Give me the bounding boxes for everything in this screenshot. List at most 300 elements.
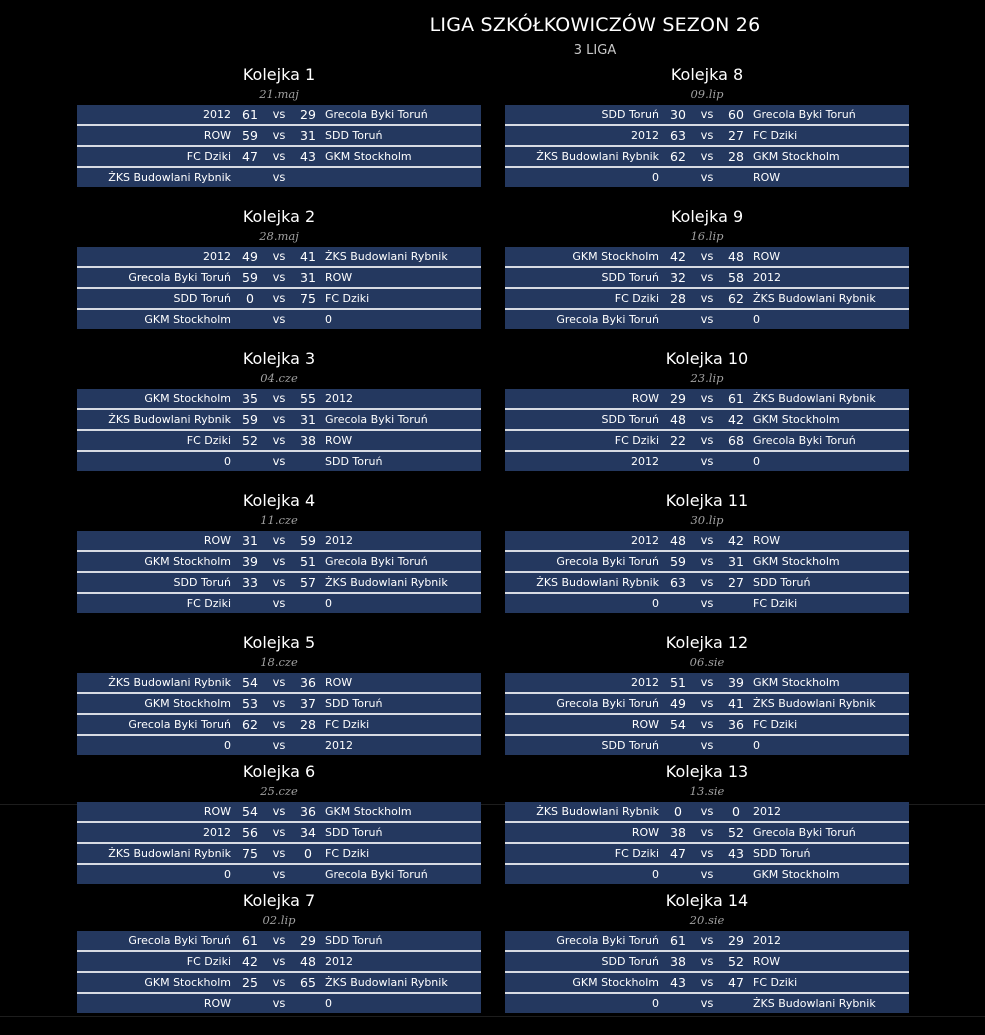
home-team: FC Dziki — [186, 955, 231, 968]
home-team: ŻKS Budowlani Rybnik — [108, 171, 231, 184]
home-team: Grecola Byki Toruń — [556, 934, 659, 947]
home-team: GKM Stockholm — [144, 555, 231, 568]
round-date: 25.cze — [260, 784, 298, 798]
home-team: SDD Toruń — [601, 955, 659, 968]
match-row — [77, 531, 481, 550]
home-score: 30 — [670, 107, 686, 122]
vs-label: vs — [272, 391, 286, 405]
away-team: 2012 — [753, 271, 781, 284]
match-list — [77, 105, 481, 187]
home-team: FC Dziki — [186, 434, 231, 447]
round-title: Kolejka 7 — [242, 891, 316, 910]
home-score: 42 — [242, 954, 258, 969]
away-score: 27 — [728, 575, 744, 590]
round-date: 21.maj — [259, 87, 299, 101]
match-row — [77, 126, 481, 145]
home-score: 56 — [242, 825, 258, 840]
vs-label: vs — [272, 996, 286, 1010]
match-row — [77, 289, 481, 308]
match-row — [77, 865, 481, 884]
away-team: ROW — [325, 434, 353, 447]
away-team: Grecola Byki Toruń — [325, 868, 428, 881]
vs-label: vs — [700, 596, 714, 610]
home-team: SDD Toruń — [601, 739, 659, 752]
home-team: FC Dziki — [614, 434, 659, 447]
round-block — [77, 631, 481, 757]
match-row — [505, 994, 909, 1013]
home-score: 48 — [670, 533, 686, 548]
away-score: 39 — [728, 675, 744, 690]
home-score: 29 — [670, 391, 686, 406]
away-team: SDD Toruń — [325, 455, 383, 468]
away-score: 41 — [728, 696, 744, 711]
away-team: FC Dziki — [325, 718, 370, 731]
section-divider — [0, 1016, 985, 1017]
away-score: 31 — [300, 270, 316, 285]
vs-label: vs — [700, 933, 714, 947]
away-score: 52 — [728, 954, 744, 969]
away-score: 36 — [728, 717, 744, 732]
away-team: FC Dziki — [753, 718, 798, 731]
home-score: 43 — [670, 975, 686, 990]
round-block — [77, 63, 481, 189]
vs-label: vs — [700, 975, 714, 989]
match-list — [505, 931, 909, 1013]
home-team: 0 — [652, 597, 659, 610]
away-team: Grecola Byki Toruń — [753, 434, 856, 447]
vs-label: vs — [700, 717, 714, 731]
home-team: GKM Stockholm — [144, 392, 231, 405]
home-team: FC Dziki — [186, 150, 231, 163]
home-team: FC Dziki — [614, 292, 659, 305]
away-team: 2012 — [325, 534, 353, 547]
round-block — [77, 489, 481, 615]
round-date: 18.cze — [260, 655, 298, 669]
vs-label: vs — [272, 975, 286, 989]
away-score: 48 — [728, 249, 744, 264]
away-team: GKM Stockholm — [325, 805, 412, 818]
away-score: 51 — [300, 554, 316, 569]
match-row — [505, 865, 909, 884]
round-block — [505, 889, 909, 1015]
away-team: 2012 — [325, 392, 353, 405]
away-team: ROW — [753, 171, 781, 184]
vs-label: vs — [700, 996, 714, 1010]
match-row — [77, 736, 481, 755]
match-row — [505, 389, 909, 408]
home-team: ŻKS Budowlani Rybnik — [108, 847, 231, 860]
away-score: 36 — [300, 675, 316, 690]
round-title: Kolejka 9 — [670, 207, 744, 226]
away-team: ŻKS Budowlani Rybnik — [753, 292, 876, 305]
match-list — [505, 673, 909, 755]
vs-label: vs — [700, 804, 714, 818]
match-row — [505, 126, 909, 145]
vs-label: vs — [272, 575, 286, 589]
vs-label: vs — [272, 128, 286, 142]
away-team: ŻKS Budowlani Rybnik — [753, 392, 876, 405]
vs-label: vs — [272, 533, 286, 547]
away-team: GKM Stockholm — [753, 413, 840, 426]
home-score: 48 — [670, 412, 686, 427]
home-team: SDD Toruń — [601, 108, 659, 121]
vs-label: vs — [272, 696, 286, 710]
home-team: 2012 — [631, 455, 659, 468]
match-row — [77, 247, 481, 266]
away-team: ROW — [753, 534, 781, 547]
home-score: 38 — [670, 954, 686, 969]
home-team: 2012 — [203, 826, 231, 839]
match-list — [77, 389, 481, 471]
vs-label: vs — [272, 675, 286, 689]
match-row — [505, 802, 909, 821]
home-team: SDD Toruń — [601, 413, 659, 426]
home-team: FC Dziki — [614, 847, 659, 860]
home-team: 0 — [652, 997, 659, 1010]
round-block — [77, 889, 481, 1015]
round-date: 30.lip — [690, 513, 724, 527]
home-score: 49 — [670, 696, 686, 711]
match-row — [77, 452, 481, 471]
match-row — [77, 573, 481, 592]
vs-label: vs — [272, 738, 286, 752]
home-team: 2012 — [631, 129, 659, 142]
home-score: 75 — [242, 846, 258, 861]
home-score: 61 — [670, 933, 686, 948]
home-score: 61 — [242, 107, 258, 122]
match-row — [77, 268, 481, 287]
match-row — [77, 823, 481, 842]
home-team: GKM Stockholm — [144, 976, 231, 989]
home-score: 51 — [670, 675, 686, 690]
league-subtitle: 3 LIGA — [573, 43, 617, 58]
home-score: 52 — [242, 433, 258, 448]
match-row — [505, 247, 909, 266]
match-row — [77, 715, 481, 734]
round-block — [77, 760, 481, 886]
match-row — [505, 952, 909, 971]
match-row — [505, 673, 909, 692]
away-score: 75 — [300, 291, 316, 306]
away-team: GKM Stockholm — [753, 555, 840, 568]
home-score: 32 — [670, 270, 686, 285]
away-score: 58 — [728, 270, 744, 285]
round-title: Kolejka 5 — [242, 633, 316, 652]
match-row — [505, 694, 909, 713]
home-team: ŻKS Budowlani Rybnik — [108, 413, 231, 426]
vs-label: vs — [700, 433, 714, 447]
home-score: 42 — [670, 249, 686, 264]
match-row — [505, 147, 909, 166]
match-row — [505, 736, 909, 755]
away-score: 52 — [728, 825, 744, 840]
home-score: 35 — [242, 391, 258, 406]
away-score: 55 — [300, 391, 316, 406]
home-team: 2012 — [203, 108, 231, 121]
round-date: 02.lip — [262, 913, 296, 927]
home-score: 61 — [242, 933, 258, 948]
home-team: Grecola Byki Toruń — [556, 697, 659, 710]
match-row — [505, 552, 909, 571]
home-team: SDD Toruń — [173, 292, 231, 305]
vs-label: vs — [700, 575, 714, 589]
home-team: 2012 — [631, 534, 659, 547]
away-team: Grecola Byki Toruń — [325, 413, 428, 426]
home-score: 59 — [242, 270, 258, 285]
home-team: 0 — [224, 739, 231, 752]
home-team: ROW — [631, 718, 659, 731]
home-team: ROW — [631, 826, 659, 839]
home-team: GKM Stockholm — [144, 697, 231, 710]
away-team: 2012 — [753, 805, 781, 818]
away-team: 2012 — [325, 739, 353, 752]
home-team: 0 — [652, 171, 659, 184]
match-row — [77, 552, 481, 571]
vs-label: vs — [272, 312, 286, 326]
match-list — [77, 802, 481, 884]
match-list — [505, 802, 909, 884]
away-score: 29 — [300, 933, 316, 948]
match-list — [505, 389, 909, 471]
vs-label: vs — [272, 596, 286, 610]
away-score: 0 — [732, 804, 740, 819]
home-team: Grecola Byki Toruń — [128, 271, 231, 284]
home-score: 53 — [242, 696, 258, 711]
match-list — [505, 247, 909, 329]
home-score: 59 — [242, 128, 258, 143]
home-score: 49 — [242, 249, 258, 264]
match-list — [77, 673, 481, 755]
away-score: 31 — [728, 554, 744, 569]
home-score: 63 — [670, 128, 686, 143]
home-score: 63 — [670, 575, 686, 590]
home-score: 54 — [242, 804, 258, 819]
away-team: ROW — [325, 271, 353, 284]
round-date: 16.lip — [690, 229, 724, 243]
away-score: 28 — [300, 717, 316, 732]
vs-label: vs — [700, 412, 714, 426]
round-block — [77, 205, 481, 331]
away-team: ROW — [325, 676, 353, 689]
match-row — [77, 844, 481, 863]
home-team: 0 — [652, 868, 659, 881]
match-row — [505, 410, 909, 429]
away-score: 36 — [300, 804, 316, 819]
home-score: 22 — [670, 433, 686, 448]
match-row — [505, 105, 909, 124]
away-team: 0 — [325, 597, 332, 610]
home-score: 47 — [242, 149, 258, 164]
away-score: 29 — [300, 107, 316, 122]
away-score: 42 — [728, 533, 744, 548]
match-row — [505, 168, 909, 187]
away-score: 38 — [300, 433, 316, 448]
away-score: 61 — [728, 391, 744, 406]
vs-label: vs — [700, 454, 714, 468]
away-team: ŻKS Budowlani Rybnik — [325, 250, 448, 263]
round-date: 20.sie — [689, 913, 725, 927]
vs-label: vs — [700, 825, 714, 839]
away-score: 43 — [300, 149, 316, 164]
round-title: Kolejka 4 — [242, 491, 316, 510]
match-row — [77, 594, 481, 613]
away-team: 0 — [753, 455, 760, 468]
match-row — [77, 994, 481, 1013]
home-team: 0 — [224, 455, 231, 468]
away-team: 0 — [325, 997, 332, 1010]
match-row — [77, 802, 481, 821]
round-title: Kolejka 2 — [242, 207, 316, 226]
away-score: 41 — [300, 249, 316, 264]
vs-label: vs — [700, 954, 714, 968]
home-team: ŻKS Budowlani Rybnik — [536, 150, 659, 163]
home-score: 39 — [242, 554, 258, 569]
away-team: ŻKS Budowlani Rybnik — [325, 576, 448, 589]
vs-label: vs — [272, 454, 286, 468]
match-row — [505, 931, 909, 950]
home-team: GKM Stockholm — [572, 250, 659, 263]
away-score: 65 — [300, 975, 316, 990]
away-score: 59 — [300, 533, 316, 548]
home-score: 33 — [242, 575, 258, 590]
away-team: 0 — [325, 313, 332, 326]
home-score: 0 — [246, 291, 254, 306]
page-title: LIGA SZKÓŁKOWICZÓW SEZON 26 — [429, 14, 761, 36]
match-row — [505, 268, 909, 287]
vs-label: vs — [272, 554, 286, 568]
away-team: Grecola Byki Toruń — [753, 826, 856, 839]
away-team: Grecola Byki Toruń — [753, 108, 856, 121]
home-team: ROW — [203, 805, 231, 818]
away-score: 31 — [300, 128, 316, 143]
away-team: Grecola Byki Toruń — [325, 108, 428, 121]
away-score: 37 — [300, 696, 316, 711]
match-row — [505, 452, 909, 471]
away-team: FC Dziki — [753, 129, 798, 142]
round-title: Kolejka 11 — [665, 491, 749, 510]
vs-label: vs — [272, 954, 286, 968]
home-score: 62 — [242, 717, 258, 732]
match-row — [505, 973, 909, 992]
vs-label: vs — [700, 846, 714, 860]
match-row — [505, 823, 909, 842]
home-team: ROW — [203, 534, 231, 547]
vs-label: vs — [272, 804, 286, 818]
home-team: ROW — [203, 129, 231, 142]
vs-label: vs — [700, 107, 714, 121]
vs-label: vs — [272, 412, 286, 426]
home-team: FC Dziki — [186, 597, 231, 610]
vs-label: vs — [272, 107, 286, 121]
match-row — [505, 573, 909, 592]
round-block — [505, 760, 909, 886]
away-team: ŻKS Budowlani Rybnik — [753, 697, 876, 710]
home-team: 0 — [224, 868, 231, 881]
away-score: 57 — [300, 575, 316, 590]
vs-label: vs — [700, 675, 714, 689]
away-score: 28 — [728, 149, 744, 164]
round-date: 13.sie — [689, 784, 725, 798]
away-team: FC Dziki — [753, 976, 798, 989]
match-row — [77, 147, 481, 166]
home-score: 38 — [670, 825, 686, 840]
match-row — [77, 931, 481, 950]
match-list — [77, 931, 481, 1013]
home-score: 0 — [674, 804, 682, 819]
home-score: 59 — [670, 554, 686, 569]
round-block — [505, 205, 909, 331]
vs-label: vs — [700, 554, 714, 568]
round-date: 04.cze — [260, 371, 298, 385]
vs-label: vs — [700, 149, 714, 163]
round-block — [505, 347, 909, 473]
vs-label: vs — [272, 249, 286, 263]
away-team: Grecola Byki Toruń — [325, 555, 428, 568]
away-team: FC Dziki — [325, 292, 370, 305]
home-score: 54 — [670, 717, 686, 732]
away-team: GKM Stockholm — [753, 150, 840, 163]
round-title: Kolejka 3 — [242, 349, 316, 368]
round-date: 28.maj — [259, 229, 299, 243]
away-team: SDD Toruń — [325, 826, 383, 839]
vs-label: vs — [272, 825, 286, 839]
round-title: Kolejka 1 — [242, 65, 316, 84]
vs-label: vs — [700, 696, 714, 710]
home-score: 25 — [242, 975, 258, 990]
home-team: 2012 — [203, 250, 231, 263]
vs-label: vs — [272, 170, 286, 184]
home-score: 54 — [242, 675, 258, 690]
away-team: 2012 — [753, 934, 781, 947]
vs-label: vs — [700, 249, 714, 263]
home-score: 31 — [242, 533, 258, 548]
match-row — [505, 289, 909, 308]
vs-label: vs — [272, 717, 286, 731]
away-team: ROW — [753, 250, 781, 263]
away-team: SDD Toruń — [753, 576, 811, 589]
match-row — [77, 310, 481, 329]
away-team: 0 — [753, 739, 760, 752]
match-list — [77, 247, 481, 329]
round-date: 06.sie — [689, 655, 725, 669]
away-score: 47 — [728, 975, 744, 990]
vs-label: vs — [272, 867, 286, 881]
round-date: 09.lip — [690, 87, 724, 101]
vs-label: vs — [272, 846, 286, 860]
away-team: GKM Stockholm — [753, 868, 840, 881]
home-team: ROW — [631, 392, 659, 405]
match-row — [505, 844, 909, 863]
vs-label: vs — [700, 270, 714, 284]
match-row — [77, 952, 481, 971]
away-score: 68 — [728, 433, 744, 448]
match-row — [77, 694, 481, 713]
away-team: SDD Toruń — [325, 697, 383, 710]
round-block — [505, 631, 909, 757]
round-title: Kolejka 8 — [670, 65, 744, 84]
away-score: 42 — [728, 412, 744, 427]
vs-label: vs — [272, 291, 286, 305]
vs-label: vs — [700, 738, 714, 752]
vs-label: vs — [700, 291, 714, 305]
match-row — [77, 673, 481, 692]
away-team: ŻKS Budowlani Rybnik — [325, 976, 448, 989]
away-score: 29 — [728, 933, 744, 948]
home-team: ŻKS Budowlani Rybnik — [536, 576, 659, 589]
match-row — [77, 973, 481, 992]
match-row — [77, 431, 481, 450]
away-team: GKM Stockholm — [753, 676, 840, 689]
